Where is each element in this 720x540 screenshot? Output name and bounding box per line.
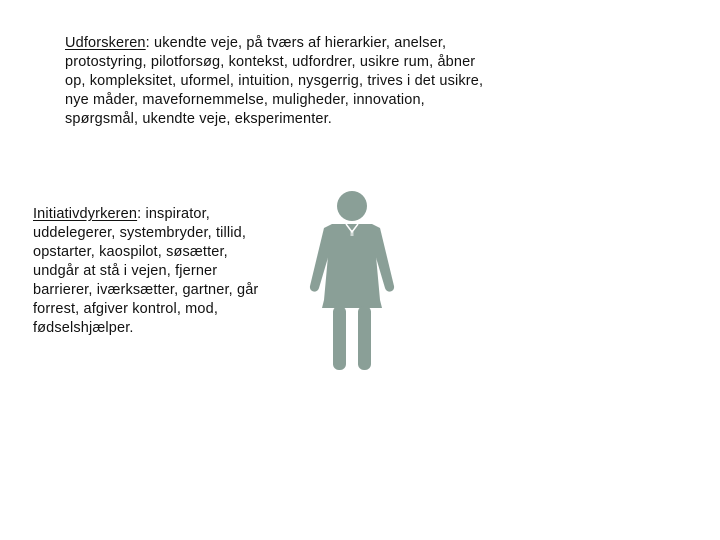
udforskeren-term: Udforskeren (65, 35, 146, 51)
woman-figure-svg (308, 188, 404, 374)
figure-head (337, 191, 367, 221)
udforskeren-description: ukendte veje, på tværs af hierarkier, anelser, protostyring, pilotforsøg, kontekst, udfordrer, usikre rum, åbner op, kompleksitet, uformel, intuition, nysgerrig, trives i det usikre, nye måder, mavefornemmelse, muligheder, innovation, spørgsmål, ukendte veje, eksperimenter. (65, 35, 484, 127)
initiativdyrkeren-term: Initiativdyrkeren (33, 206, 138, 222)
figure-left-leg (333, 306, 346, 370)
initiativdyrkeren-description: inspirator, uddelegerer, systembryder, tillid, opstarter, kaospilot, søsætter, undgår at stå i vejen, fjerner barrierer, iværksætter, gartner, går forrest, afgiver kontrol, mod, fødselshjælper. (33, 206, 259, 336)
figure-right-leg (358, 306, 371, 370)
initiativdyrkeren-separator: : (137, 206, 142, 222)
udforskeren-separator: : (145, 35, 150, 51)
figure-collar-tie (351, 230, 354, 236)
udforskeren-text (65, 34, 485, 129)
initiativdyrkeren-text (33, 205, 268, 338)
woman-figure-icon (308, 188, 404, 374)
